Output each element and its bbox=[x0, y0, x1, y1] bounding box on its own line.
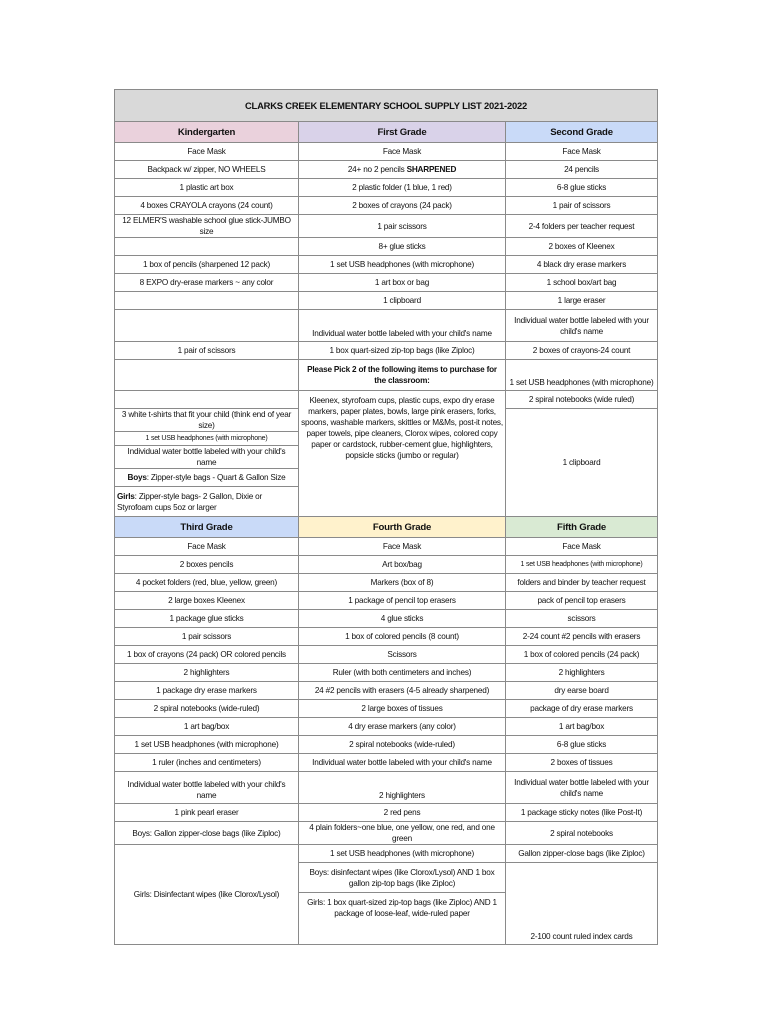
first-item-text: 24+ no 2 pencils bbox=[347, 165, 407, 174]
fifth-item: 6-8 glue sticks bbox=[506, 736, 658, 754]
second-item: 1 large eraser bbox=[506, 292, 658, 310]
fifth-item: package of dry erase markers bbox=[506, 700, 658, 718]
third-item: 1 pair scissors bbox=[115, 628, 299, 646]
fourth-item: Face Mask bbox=[299, 538, 506, 556]
first-item: 1 art box or bag bbox=[299, 274, 506, 292]
k-item-girls: Girls: Zipper-style bags- 2 Gallon, Dixie or Styrofoam cups 5oz or larger bbox=[115, 487, 299, 517]
fourth-item: Markers (box of 8) bbox=[299, 574, 506, 592]
fourth-item: 1 set USB headphones (with microphone) bbox=[299, 845, 506, 863]
third-item: 2 highlighters bbox=[115, 664, 299, 682]
fourth-item: 1 box of colored pencils (8 count) bbox=[299, 628, 506, 646]
first-item: 1 clipboard bbox=[299, 292, 506, 310]
fifth-item: 2 spiral notebooks bbox=[506, 822, 658, 845]
third-item: Face Mask bbox=[115, 538, 299, 556]
fifth-item: folders and binder by teacher request bbox=[506, 574, 658, 592]
header-second-grade: Second Grade bbox=[506, 122, 658, 143]
page-title: CLARKS CREEK ELEMENTARY SCHOOL SUPPLY LIST 2021-2022 bbox=[115, 90, 658, 122]
fourth-item: 24 #2 pencils with erasers (4-5 already sharpened) bbox=[299, 682, 506, 700]
k-girls-label: Girls bbox=[117, 491, 135, 501]
k-boys-text: Zipper-style bags - Quart & Gallon Size bbox=[150, 473, 286, 482]
fifth-item: 1 package sticky notes (like Post-It) bbox=[506, 804, 658, 822]
second-item: 2 boxes of crayons-24 count bbox=[506, 342, 658, 360]
first-pick-two-heading: Please Pick 2 of the following items to purchase for the classroom: bbox=[299, 360, 506, 391]
fourth-item: Girls: 1 box quart-sized zip-top bags (like Ziploc) AND 1 package of loose-leaf, wide-ruled paper bbox=[299, 893, 506, 945]
first-item: Face Mask bbox=[299, 143, 506, 161]
k-item-boys: Boys: Zipper-style bags - Quart & Gallon Size bbox=[115, 469, 299, 487]
fourth-item: 4 dry erase markers (any color) bbox=[299, 718, 506, 736]
third-item: 2 large boxes Kleenex bbox=[115, 592, 299, 610]
third-item: 1 pink pearl eraser bbox=[115, 804, 299, 822]
first-item: 8+ glue sticks bbox=[299, 238, 506, 256]
first-item: 1 pair scissors bbox=[299, 215, 506, 238]
fourth-item: 1 package of pencil top erasers bbox=[299, 592, 506, 610]
k-item-empty bbox=[115, 360, 299, 391]
k-item: 1 box of pencils (sharpened 12 pack) bbox=[115, 256, 299, 274]
k-item: 1 pair of scissors bbox=[115, 342, 299, 360]
fourth-item: Individual water bottle labeled with your child's name bbox=[299, 754, 506, 772]
first-item bbox=[299, 161, 506, 179]
header-third-grade: Third Grade bbox=[115, 517, 299, 538]
fifth-item: 1 set USB headphones (with microphone) bbox=[506, 556, 658, 574]
header-fifth-grade: Fifth Grade bbox=[506, 517, 658, 538]
third-item: 4 pocket folders (red, blue, yellow, green) bbox=[115, 574, 299, 592]
first-item-emphasis: SHARPENED bbox=[406, 165, 457, 174]
third-item: 1 package glue sticks bbox=[115, 610, 299, 628]
third-item: Individual water bottle labeled with your child's name bbox=[115, 772, 299, 804]
fourth-item: 2 red pens bbox=[299, 804, 506, 822]
first-item: 2 plastic folder (1 blue, 1 red) bbox=[299, 179, 506, 197]
second-item: 1 school box/art bag bbox=[506, 274, 658, 292]
header-kindergarten: Kindergarten bbox=[115, 122, 299, 143]
second-item: 1 clipboard bbox=[506, 409, 658, 517]
k-item-empty bbox=[115, 391, 299, 409]
fourth-item: Boys: disinfectant wipes (like Clorox/Lysol) AND 1 box gallon zip-top bags (like Ziploc) bbox=[299, 863, 506, 893]
second-item: 2-4 folders per teacher request bbox=[506, 215, 658, 238]
fourth-item: Ruler (with both centimeters and inches) bbox=[299, 664, 506, 682]
second-item: 2 boxes of Kleenex bbox=[506, 238, 658, 256]
supply-table bbox=[114, 89, 658, 945]
fifth-item: scissors bbox=[506, 610, 658, 628]
fifth-item: Individual water bottle labeled with your child's name bbox=[506, 772, 658, 804]
first-classroom-items: Kleenex, styrofoam cups, plastic cups, expo dry erase markers, paper plates, bowls, large pink erasers, forks, spoons, washable markers, skittles or M&Ms, post-it notes, paper towels, pipe cleaners, Clorox wipes, colored copy paper or cardstock, rubber-cement glue, highlighters, popsicle sticks (jumbo or regular) bbox=[299, 391, 506, 517]
fifth-item: 2-24 count #2 pencils with erasers bbox=[506, 628, 658, 646]
fourth-item: 4 glue sticks bbox=[299, 610, 506, 628]
third-item: Girls: Disinfectant wipes (like Clorox/Lysol) bbox=[115, 845, 299, 945]
fourth-item: 2 large boxes of tissues bbox=[299, 700, 506, 718]
second-item: 1 set USB headphones (with microphone) bbox=[506, 360, 658, 391]
fifth-item: 2 highlighters bbox=[506, 664, 658, 682]
fifth-item: pack of pencil top erasers bbox=[506, 592, 658, 610]
fifth-item: 1 art bag/box bbox=[506, 718, 658, 736]
k-item: Face Mask bbox=[115, 143, 299, 161]
k-item-empty bbox=[115, 238, 299, 256]
k-item: 1 set USB headphones (with microphone) bbox=[115, 432, 299, 446]
k-item: 4 boxes CRAYOLA crayons (24 count) bbox=[115, 197, 299, 215]
second-item: 1 pair of scissors bbox=[506, 197, 658, 215]
k-item-empty bbox=[115, 310, 299, 342]
first-item: 1 set USB headphones (with microphone) bbox=[299, 256, 506, 274]
fifth-item: dry earse board bbox=[506, 682, 658, 700]
third-item: Boys: Gallon zipper-close bags (like Ziploc) bbox=[115, 822, 299, 845]
header-fourth-grade: Fourth Grade bbox=[299, 517, 506, 538]
second-item: Face Mask bbox=[506, 143, 658, 161]
fourth-item: 2 spiral notebooks (wide-ruled) bbox=[299, 736, 506, 754]
second-item: Individual water bottle labeled with your child's name bbox=[506, 310, 658, 342]
second-item: 2 spiral notebooks (wide ruled) bbox=[506, 391, 658, 409]
fifth-item: Face Mask bbox=[506, 538, 658, 556]
fourth-item: Art box/bag bbox=[299, 556, 506, 574]
fifth-item: 2 boxes of tissues bbox=[506, 754, 658, 772]
third-item: 1 set USB headphones (with microphone) bbox=[115, 736, 299, 754]
k-item: 12 ELMER'S washable school glue stick-JUMBO size bbox=[115, 215, 299, 238]
second-item: 6-8 glue sticks bbox=[506, 179, 658, 197]
first-item: 1 box quart-sized zip-top bags (like Ziploc) bbox=[299, 342, 506, 360]
k-item: 3 white t-shirts that fit your child (think end of year size) bbox=[115, 409, 299, 432]
header-first-grade: First Grade bbox=[299, 122, 506, 143]
fourth-item: 4 plain folders~one blue, one yellow, one red, and one green bbox=[299, 822, 506, 845]
fifth-item: 2-100 count ruled index cards bbox=[506, 863, 658, 945]
k-item: Backpack w/ zipper, NO WHEELS bbox=[115, 161, 299, 179]
third-item: 2 spiral notebooks (wide-ruled) bbox=[115, 700, 299, 718]
k-item: 8 EXPO dry-erase markers ~ any color bbox=[115, 274, 299, 292]
second-item: 4 black dry erase markers bbox=[506, 256, 658, 274]
third-item: 2 boxes pencils bbox=[115, 556, 299, 574]
fifth-item: 1 box of colored pencils (24 pack) bbox=[506, 646, 658, 664]
k-item: 1 plastic art box bbox=[115, 179, 299, 197]
third-item: 1 art bag/box bbox=[115, 718, 299, 736]
k-item-empty bbox=[115, 292, 299, 310]
fourth-item: Scissors bbox=[299, 646, 506, 664]
k-boys-label: Boys bbox=[127, 473, 147, 482]
third-item: 1 package dry erase markers bbox=[115, 682, 299, 700]
k-girls-text: Zipper-style bags- 2 Gallon, Dixie or Styrofoam cups 5oz or larger bbox=[117, 491, 263, 512]
third-item: 1 ruler (inches and centimeters) bbox=[115, 754, 299, 772]
fourth-item: 2 highlighters bbox=[299, 772, 506, 804]
third-item: 1 box of crayons (24 pack) OR colored pencils bbox=[115, 646, 299, 664]
second-item: 24 pencils bbox=[506, 161, 658, 179]
k-item: Individual water bottle labeled with your child's name bbox=[115, 446, 299, 469]
first-item: Individual water bottle labeled with your child's name bbox=[299, 310, 506, 342]
first-item: 2 boxes of crayons (24 pack) bbox=[299, 197, 506, 215]
fifth-item: Gallon zipper-close bags (like Ziploc) bbox=[506, 845, 658, 863]
supply-list-sheet bbox=[114, 89, 657, 945]
